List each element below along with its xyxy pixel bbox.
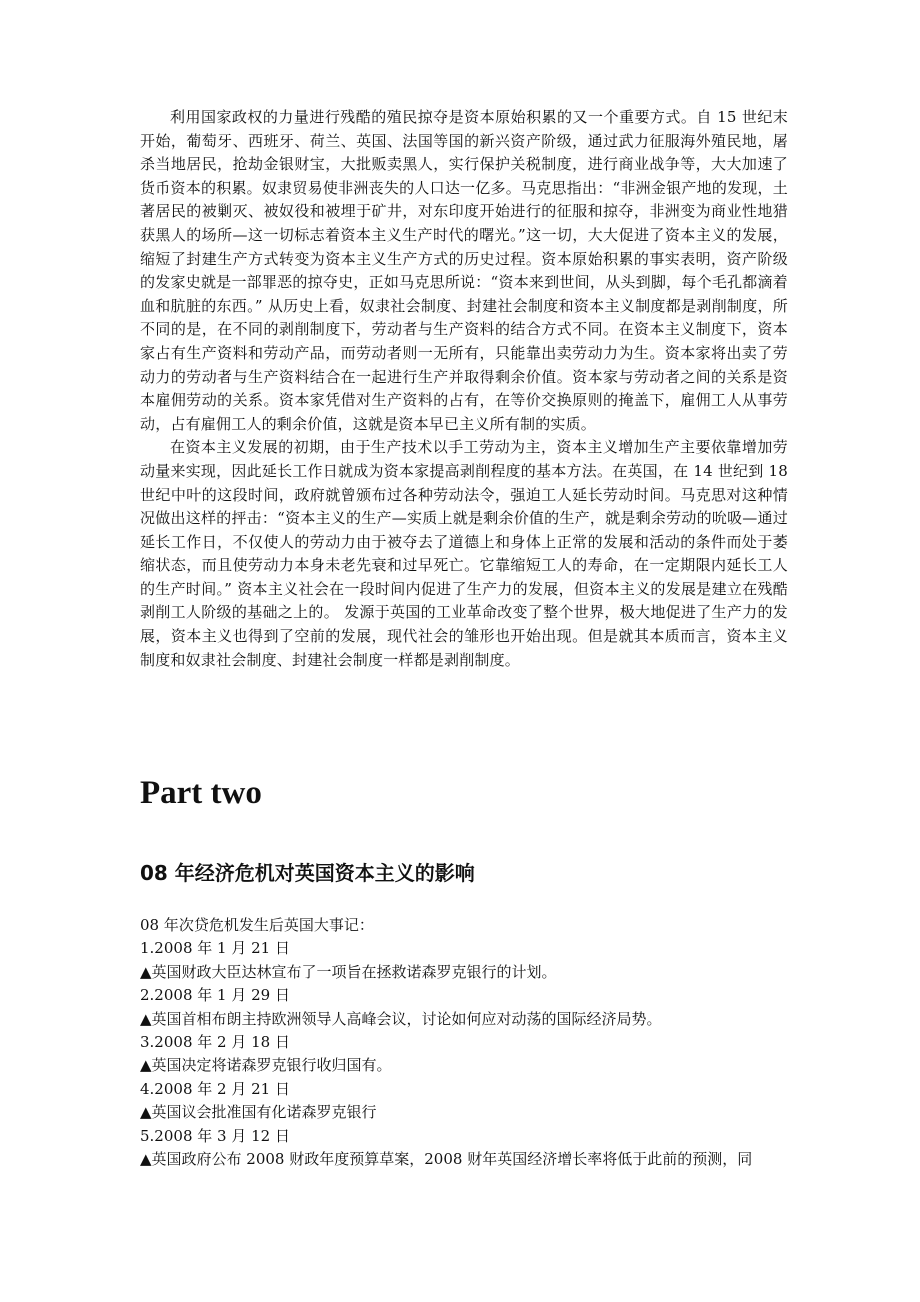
events-list: [140, 914, 788, 1171]
event-date: 3.2008 年 2 月 18 日: [140, 1033, 290, 1052]
event-description: ▲英国政府公布 2008 财政年度预算草案，2008 财年英国经济增长率将低于此前的预测，同: [140, 1150, 753, 1169]
event-description: ▲英国首相布朗主持欧洲领导人高峰会议，讨论如何应对动荡的国际经济局势。: [140, 1009, 662, 1028]
event-date: 5.2008 年 3 月 12 日: [140, 1126, 290, 1145]
event-description: ▲英国议会批准国有化诺森罗克银行: [140, 1103, 377, 1122]
events-intro: 08 年次贷危机发生后英国大事记：: [140, 916, 374, 934]
body-paragraph-2: 在资本主义发展的初期，由于生产技术以手工劳动为主，资本主义增加生产主要依靠增加劳动量来实现，因此延长工作日就成为资本家提高剥削程度的基本方法。在英国，在 14 世纪到 18 世纪中叶的这段时间，政府就曾颁布过各种劳动法令，强迫工人延长劳动时间。马克思对这种情况做出这样的抨击：“资本主义的生产—实质上就是剩余价值的生产，就是剩余劳动的吮吸—通过延长工作日，不仅使人的劳动力由于被夺去了道德上和身体上正常的发展和活动的条件而处于萎缩状态，而且使劳动力本身未老先衰和过早死亡。它靠缩短工人的寿命，在一定期限内延长工人的生产时间。” 资本主义社会在一段时间内促进了生产力的发展，但资本主义的发展是建立在残酷剥削工人阶级的基础之上的。 发源于英国的工业革命改变了整个世界，极大地促进了生产力的发展，资本主义也得到了空前的发展，现代社会的雏形也开始出现。但是就其本质而言，资本主义制度和奴隶社会制度、封建社会制度一样都是剥削制度。: [140, 438, 788, 669]
event-date: 2.2008 年 1 月 29 日: [140, 986, 290, 1005]
event-date: 4.2008 年 2 月 21 日: [140, 1079, 290, 1098]
event-description: ▲英国财政大臣达林宣布了一项旨在拯救诺森罗克银行的计划。: [140, 962, 557, 981]
event-date: 1.2008 年 1 月 21 日: [140, 939, 290, 958]
document-page: [140, 106, 788, 1169]
body-paragraph-1: 利用国家政权的力量进行残酷的殖民掠夺是资本原始积累的又一个重要方式。自 15 世纪末开始，葡萄牙、西班牙、荷兰、英国、法国等国的新兴资产阶级，通过武力征服海外殖民地，屠杀当地居民，抢劫金银财宝，大批贩卖黑人，实行保护关税制度，进行商业战争等，大大加速了货币资本的积累。奴隶贸易使非洲丧失的人口达一亿多。马克思指出：“非洲金银产地的发现，土著居民的被剿灭、被奴役和被埋于矿井，对东印度开始进行的征服和掠夺，非洲变为商业性地猎获黑人的场所—这一切标志着资本主义生产时代的曙光。”这一切，大大促进了资本主义的发展，缩短了封建生产方式转变为资本主义生产方式的历史过程。资本原始积累的事实表明，资产阶级的发家史就是一部罪恶的掠夺史，正如马克思所说：“资本来到世间，从头到脚，每个毛孔都滴着血和肮脏的东西。” 从历史上看，奴隶社会制度、封建社会制度和资本主义制度都是剥削制度，所不同的是，在不同的剥削制度下，劳动者与生产资料的结合方式不同。在资本主义制度下，资本家占有生产资料和劳动产品，而劳动者则一无所有，只能靠出卖劳动力为生。资本家将出卖了劳动力的劳动者与生产资料结合在一起进行生产并取得剩余价值。资本家与劳动者之间的关系是资本雇佣劳动的关系。资本家凭借对生产资料的占有，在等价交换原则的掩盖下，雇佣工人从事劳动，占有雇佣工人的剩余价值，这就是资本早已主义所有制的实质。: [140, 108, 788, 433]
event-description: ▲英国决定将诺森罗克银行收归国有。: [140, 1056, 392, 1075]
section-heading: 08 年经济危机对英国资本主义的影响: [140, 861, 475, 885]
part-heading: Part two: [140, 775, 262, 811]
